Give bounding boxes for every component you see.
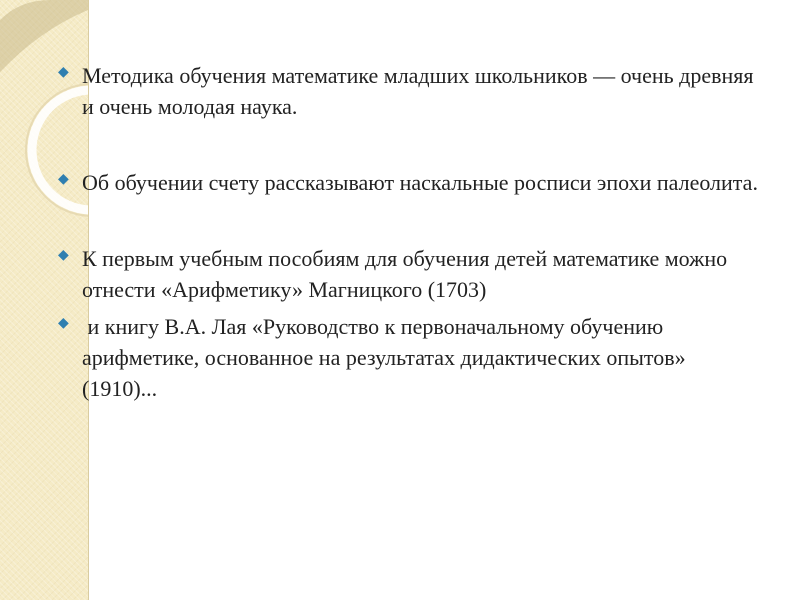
diamond-bullet-icon: ◆ — [58, 172, 69, 187]
list-item — [58, 167, 758, 198]
bullet-text: Методика обучения математике младших школьников — очень древняя и очень молодая наука. — [82, 63, 754, 119]
diamond-bullet-icon: ◆ — [58, 65, 69, 80]
list-item — [58, 60, 758, 122]
diamond-bullet-icon: ◆ — [58, 248, 69, 263]
bullet-text: К первым учебным пособиям для обучения детей математике можно отнести «Арифметику» Магницкого (1703) — [82, 246, 728, 302]
diamond-bullet-icon: ◆ — [58, 316, 69, 331]
bullet-text: Об обучении счету рассказывают наскальные росписи эпохи палеолита. — [82, 170, 758, 195]
bullet-list — [58, 60, 758, 404]
list-item — [58, 311, 758, 404]
list-item — [58, 243, 758, 305]
bullet-text: и книгу В.А. Лая «Руководство к первоначальному обучению арифметике, основанное на результатах дидактических опытов» (1910)... — [82, 314, 692, 401]
